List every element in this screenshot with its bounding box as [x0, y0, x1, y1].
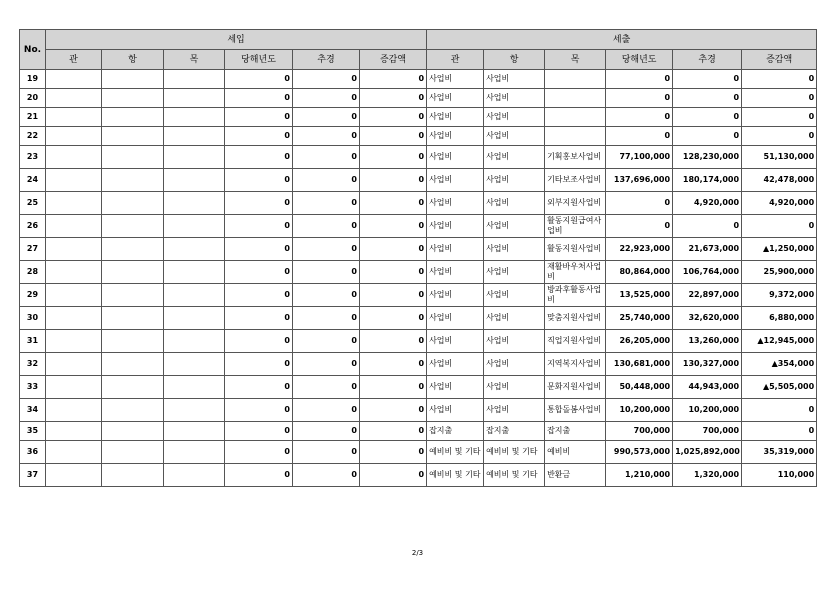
row-number: 26: [20, 215, 46, 238]
row-number: 19: [20, 70, 46, 89]
expense-mok-cell: 잡지출: [545, 422, 606, 441]
table-row: [20, 238, 817, 261]
expense-current-cell: 25,740,000: [606, 307, 673, 330]
income-difference-cell: 0: [360, 330, 427, 353]
income-gwan-cell: [46, 192, 102, 215]
income-supplementary-cell: 0: [293, 70, 360, 89]
income-supplementary-cell: 0: [293, 399, 360, 422]
expense-gwan-cell: 예비비 및 기타: [427, 464, 484, 487]
table-row: [20, 422, 817, 441]
table-row: [20, 284, 817, 307]
table-row: [20, 127, 817, 146]
table-row: [20, 353, 817, 376]
expense-hang-cell: 사업비: [484, 353, 545, 376]
income-difference-cell: 0: [360, 192, 427, 215]
expense-difference-cell: 0: [742, 89, 817, 108]
expense-gwan-cell: 사업비: [427, 108, 484, 127]
expense-hang-cell: 사업비: [484, 192, 545, 215]
income-hang-cell: [102, 307, 164, 330]
expense-supplementary-cell: 13,260,000: [673, 330, 742, 353]
income-supplementary-cell: 0: [293, 192, 360, 215]
table-row: [20, 330, 817, 353]
income-gwan-cell: [46, 146, 102, 169]
income-difference-cell: 0: [360, 215, 427, 238]
expense-gwan-cell: 잡지출: [427, 422, 484, 441]
expense-gwan-cell: 사업비: [427, 307, 484, 330]
income-mok-cell: [164, 353, 225, 376]
expense-mok-cell: 활동지원사업비: [545, 238, 606, 261]
income-hang-cell: [102, 330, 164, 353]
expense-supplementary-cell: 106,764,000: [673, 261, 742, 284]
income-mok-cell: [164, 89, 225, 108]
expense-hang-cell: 사업비: [484, 284, 545, 307]
row-number: 28: [20, 261, 46, 284]
expense-col-difference: 증감액: [742, 50, 817, 70]
income-current-cell: 0: [225, 376, 293, 399]
row-number: 22: [20, 127, 46, 146]
expense-difference-cell: 51,130,000: [742, 146, 817, 169]
row-number: 32: [20, 353, 46, 376]
income-col-gwan: 관: [46, 50, 102, 70]
expense-difference-cell: 0: [742, 127, 817, 146]
row-number: 37: [20, 464, 46, 487]
expense-mok-cell: 지역복지사업비: [545, 353, 606, 376]
income-difference-cell: 0: [360, 441, 427, 464]
expense-mok-cell: [545, 89, 606, 108]
expense-current-cell: 700,000: [606, 422, 673, 441]
income-hang-cell: [102, 284, 164, 307]
income-current-cell: 0: [225, 330, 293, 353]
income-gwan-cell: [46, 261, 102, 284]
expense-col-supplementary: 추경: [673, 50, 742, 70]
expense-gwan-cell: 사업비: [427, 238, 484, 261]
table-row: [20, 261, 817, 284]
income-current-cell: 0: [225, 192, 293, 215]
income-current-cell: 0: [225, 422, 293, 441]
expense-difference-cell: ▲1,250,000: [742, 238, 817, 261]
expense-current-cell: 137,696,000: [606, 169, 673, 192]
income-gwan-cell: [46, 307, 102, 330]
income-hang-cell: [102, 353, 164, 376]
expense-supplementary-cell: 700,000: [673, 422, 742, 441]
income-mok-cell: [164, 70, 225, 89]
expense-hang-cell: 잡지출: [484, 422, 545, 441]
expense-supplementary-cell: 44,943,000: [673, 376, 742, 399]
expense-difference-cell: 0: [742, 70, 817, 89]
expense-difference-cell: ▲354,000: [742, 353, 817, 376]
expense-mok-cell: 방과후활동사업비: [545, 284, 606, 307]
income-current-cell: 0: [225, 70, 293, 89]
expense-difference-cell: ▲12,945,000: [742, 330, 817, 353]
income-gwan-cell: [46, 330, 102, 353]
income-difference-cell: 0: [360, 464, 427, 487]
income-mok-cell: [164, 108, 225, 127]
row-number: 24: [20, 169, 46, 192]
income-gwan-cell: [46, 422, 102, 441]
row-number: 20: [20, 89, 46, 108]
income-current-cell: 0: [225, 238, 293, 261]
income-supplementary-cell: 0: [293, 284, 360, 307]
expense-supplementary-cell: 22,897,000: [673, 284, 742, 307]
income-hang-cell: [102, 215, 164, 238]
income-mok-cell: [164, 146, 225, 169]
income-difference-cell: 0: [360, 353, 427, 376]
expense-hang-cell: 사업비: [484, 307, 545, 330]
expense-mok-cell: 직업지원사업비: [545, 330, 606, 353]
expense-gwan-cell: 사업비: [427, 353, 484, 376]
expense-difference-cell: 6,880,000: [742, 307, 817, 330]
expense-mok-cell: 반환금: [545, 464, 606, 487]
table-row: [20, 70, 817, 89]
income-gwan-cell: [46, 376, 102, 399]
income-hang-cell: [102, 376, 164, 399]
expense-current-cell: 990,573,000: [606, 441, 673, 464]
expense-mok-cell: 기타보조사업비: [545, 169, 606, 192]
expense-gwan-cell: 사업비: [427, 127, 484, 146]
expense-mok-cell: 예비비: [545, 441, 606, 464]
expense-gwan-cell: 예비비 및 기타: [427, 441, 484, 464]
expense-difference-cell: 35,319,000: [742, 441, 817, 464]
expense-hang-cell: 예비비 및 기타: [484, 464, 545, 487]
expense-supplementary-cell: 4,920,000: [673, 192, 742, 215]
income-hang-cell: [102, 192, 164, 215]
expense-current-cell: 0: [606, 108, 673, 127]
income-supplementary-cell: 0: [293, 330, 360, 353]
expense-hang-cell: 사업비: [484, 89, 545, 108]
income-difference-cell: 0: [360, 376, 427, 399]
expense-difference-cell: 0: [742, 422, 817, 441]
income-supplementary-cell: 0: [293, 422, 360, 441]
income-difference-cell: 0: [360, 422, 427, 441]
expense-gwan-cell: 사업비: [427, 192, 484, 215]
income-hang-cell: [102, 89, 164, 108]
income-hang-cell: [102, 261, 164, 284]
expense-current-cell: 0: [606, 215, 673, 238]
expense-supplementary-cell: 128,230,000: [673, 146, 742, 169]
expense-gwan-cell: 사업비: [427, 169, 484, 192]
expense-mok-cell: 통합돌봄사업비: [545, 399, 606, 422]
expense-mok-cell: 문화지원사업비: [545, 376, 606, 399]
expense-difference-cell: 0: [742, 399, 817, 422]
income-supplementary-cell: 0: [293, 261, 360, 284]
income-gwan-cell: [46, 284, 102, 307]
table-row: [20, 108, 817, 127]
expense-mok-cell: 외부지원사업비: [545, 192, 606, 215]
income-hang-cell: [102, 70, 164, 89]
income-supplementary-cell: 0: [293, 238, 360, 261]
income-difference-cell: 0: [360, 261, 427, 284]
income-col-difference: 증감액: [360, 50, 427, 70]
expense-gwan-cell: 사업비: [427, 376, 484, 399]
income-gwan-cell: [46, 108, 102, 127]
row-number: 34: [20, 399, 46, 422]
income-col-current-year: 당해년도: [225, 50, 293, 70]
row-number: 23: [20, 146, 46, 169]
expense-current-cell: 0: [606, 89, 673, 108]
expense-col-current-year: 당해년도: [606, 50, 673, 70]
expense-supplementary-cell: 0: [673, 215, 742, 238]
income-gwan-cell: [46, 353, 102, 376]
expense-hang-cell: 사업비: [484, 127, 545, 146]
income-current-cell: 0: [225, 146, 293, 169]
row-number: 31: [20, 330, 46, 353]
expense-supplementary-cell: 0: [673, 108, 742, 127]
expense-supplementary-cell: 10,200,000: [673, 399, 742, 422]
income-supplementary-cell: 0: [293, 146, 360, 169]
income-supplementary-cell: 0: [293, 353, 360, 376]
income-supplementary-cell: 0: [293, 307, 360, 330]
income-difference-cell: 0: [360, 284, 427, 307]
expense-current-cell: 22,923,000: [606, 238, 673, 261]
expense-mok-cell: 맞춤지원사업비: [545, 307, 606, 330]
income-mok-cell: [164, 441, 225, 464]
table-row: [20, 376, 817, 399]
income-supplementary-cell: 0: [293, 127, 360, 146]
expense-difference-cell: 4,920,000: [742, 192, 817, 215]
income-mok-cell: [164, 330, 225, 353]
income-difference-cell: 0: [360, 238, 427, 261]
table-row: [20, 169, 817, 192]
expense-current-cell: 130,681,000: [606, 353, 673, 376]
income-current-cell: 0: [225, 464, 293, 487]
income-gwan-cell: [46, 70, 102, 89]
income-gwan-cell: [46, 127, 102, 146]
income-supplementary-cell: 0: [293, 169, 360, 192]
income-hang-cell: [102, 422, 164, 441]
table-row: [20, 399, 817, 422]
expense-gwan-cell: 사업비: [427, 284, 484, 307]
income-gwan-cell: [46, 215, 102, 238]
income-hang-cell: [102, 146, 164, 169]
expense-hang-cell: 사업비: [484, 108, 545, 127]
income-mok-cell: [164, 261, 225, 284]
expense-difference-cell: 0: [742, 108, 817, 127]
income-col-hang: 항: [102, 50, 164, 70]
income-gwan-cell: [46, 89, 102, 108]
expense-hang-cell: 사업비: [484, 169, 545, 192]
expense-difference-cell: 110,000: [742, 464, 817, 487]
table-row: [20, 464, 817, 487]
income-supplementary-cell: 0: [293, 89, 360, 108]
expense-supplementary-cell: 1,025,892,000: [673, 441, 742, 464]
expense-mok-cell: 활동지원급여사업비: [545, 215, 606, 238]
income-difference-cell: 0: [360, 146, 427, 169]
table-row: [20, 89, 817, 108]
expense-gwan-cell: 사업비: [427, 89, 484, 108]
expense-gwan-cell: 사업비: [427, 330, 484, 353]
row-number: 27: [20, 238, 46, 261]
expense-current-cell: 26,205,000: [606, 330, 673, 353]
income-gwan-cell: [46, 399, 102, 422]
expense-hang-cell: 사업비: [484, 215, 545, 238]
expense-supplementary-cell: 0: [673, 89, 742, 108]
expense-gwan-cell: 사업비: [427, 70, 484, 89]
expense-hang-cell: 사업비: [484, 238, 545, 261]
expense-gwan-cell: 사업비: [427, 399, 484, 422]
expense-supplementary-cell: 180,174,000: [673, 169, 742, 192]
income-mok-cell: [164, 464, 225, 487]
income-supplementary-cell: 0: [293, 376, 360, 399]
expense-difference-cell: 9,372,000: [742, 284, 817, 307]
expense-supplementary-cell: 0: [673, 70, 742, 89]
income-mok-cell: [164, 399, 225, 422]
expense-supplementary-cell: 21,673,000: [673, 238, 742, 261]
income-mok-cell: [164, 376, 225, 399]
table-row: [20, 307, 817, 330]
income-mok-cell: [164, 169, 225, 192]
income-mok-cell: [164, 238, 225, 261]
income-supplementary-cell: 0: [293, 108, 360, 127]
income-hang-cell: [102, 169, 164, 192]
income-header: 세입: [46, 30, 427, 50]
income-current-cell: 0: [225, 169, 293, 192]
income-supplementary-cell: 0: [293, 215, 360, 238]
income-current-cell: 0: [225, 353, 293, 376]
income-current-cell: 0: [225, 127, 293, 146]
income-mok-cell: [164, 284, 225, 307]
expense-mok-cell: 기획홍보사업비: [545, 146, 606, 169]
income-difference-cell: 0: [360, 307, 427, 330]
row-number: 30: [20, 307, 46, 330]
expense-supplementary-cell: 32,620,000: [673, 307, 742, 330]
expense-difference-cell: 42,478,000: [742, 169, 817, 192]
table-row: [20, 215, 817, 238]
expense-mok-cell: [545, 127, 606, 146]
expense-hang-cell: 사업비: [484, 330, 545, 353]
row-number: 35: [20, 422, 46, 441]
expense-current-cell: 0: [606, 70, 673, 89]
income-difference-cell: 0: [360, 70, 427, 89]
row-number: 25: [20, 192, 46, 215]
expense-hang-cell: 사업비: [484, 146, 545, 169]
income-supplementary-cell: 0: [293, 464, 360, 487]
expense-difference-cell: 0: [742, 215, 817, 238]
income-difference-cell: 0: [360, 127, 427, 146]
income-current-cell: 0: [225, 89, 293, 108]
expense-hang-cell: 사업비: [484, 70, 545, 89]
income-mok-cell: [164, 215, 225, 238]
expense-supplementary-cell: 0: [673, 127, 742, 146]
row-number: 29: [20, 284, 46, 307]
income-current-cell: 0: [225, 399, 293, 422]
expense-mok-cell: [545, 70, 606, 89]
income-mok-cell: [164, 192, 225, 215]
income-difference-cell: 0: [360, 108, 427, 127]
expense-hang-cell: 사업비: [484, 376, 545, 399]
income-current-cell: 0: [225, 284, 293, 307]
income-difference-cell: 0: [360, 399, 427, 422]
table-row: [20, 192, 817, 215]
income-difference-cell: 0: [360, 89, 427, 108]
expense-header: 세출: [427, 30, 817, 50]
expense-hang-cell: 사업비: [484, 399, 545, 422]
income-current-cell: 0: [225, 261, 293, 284]
expense-hang-cell: 예비비 및 기타: [484, 441, 545, 464]
no-header: No.: [20, 30, 46, 70]
expense-current-cell: 10,200,000: [606, 399, 673, 422]
expense-current-cell: 50,448,000: [606, 376, 673, 399]
income-hang-cell: [102, 108, 164, 127]
row-number: 21: [20, 108, 46, 127]
income-hang-cell: [102, 441, 164, 464]
income-mok-cell: [164, 127, 225, 146]
income-current-cell: 0: [225, 215, 293, 238]
expense-supplementary-cell: 130,327,000: [673, 353, 742, 376]
expense-current-cell: 80,864,000: [606, 261, 673, 284]
row-number: 36: [20, 441, 46, 464]
table-row: [20, 146, 817, 169]
expense-current-cell: 1,210,000: [606, 464, 673, 487]
page-number: 2/3: [411, 549, 424, 557]
income-gwan-cell: [46, 441, 102, 464]
income-hang-cell: [102, 464, 164, 487]
income-supplementary-cell: 0: [293, 441, 360, 464]
income-current-cell: 0: [225, 307, 293, 330]
expense-gwan-cell: 사업비: [427, 261, 484, 284]
income-difference-cell: 0: [360, 169, 427, 192]
table-row: [20, 441, 817, 464]
expense-col-mok: 목: [545, 50, 606, 70]
income-current-cell: 0: [225, 441, 293, 464]
expense-hang-cell: 사업비: [484, 261, 545, 284]
table-header: [20, 30, 817, 70]
expense-difference-cell: 25,900,000: [742, 261, 817, 284]
income-mok-cell: [164, 307, 225, 330]
expense-gwan-cell: 사업비: [427, 146, 484, 169]
row-number: 33: [20, 376, 46, 399]
income-gwan-cell: [46, 464, 102, 487]
expense-col-gwan: 관: [427, 50, 484, 70]
expense-gwan-cell: 사업비: [427, 215, 484, 238]
expense-supplementary-cell: 1,320,000: [673, 464, 742, 487]
income-col-mok: 목: [164, 50, 225, 70]
expense-current-cell: 13,525,000: [606, 284, 673, 307]
income-hang-cell: [102, 399, 164, 422]
expense-difference-cell: ▲5,505,000: [742, 376, 817, 399]
income-hang-cell: [102, 127, 164, 146]
expense-current-cell: 0: [606, 192, 673, 215]
expense-col-hang: 항: [484, 50, 545, 70]
income-current-cell: 0: [225, 108, 293, 127]
expense-current-cell: 0: [606, 127, 673, 146]
income-gwan-cell: [46, 169, 102, 192]
expense-mok-cell: [545, 108, 606, 127]
income-mok-cell: [164, 422, 225, 441]
income-col-supplementary: 추경: [293, 50, 360, 70]
income-hang-cell: [102, 238, 164, 261]
expense-mok-cell: 재활바우처사업비: [545, 261, 606, 284]
expense-current-cell: 77,100,000: [606, 146, 673, 169]
budget-table: [19, 29, 817, 487]
table-body: [20, 70, 817, 487]
income-gwan-cell: [46, 238, 102, 261]
